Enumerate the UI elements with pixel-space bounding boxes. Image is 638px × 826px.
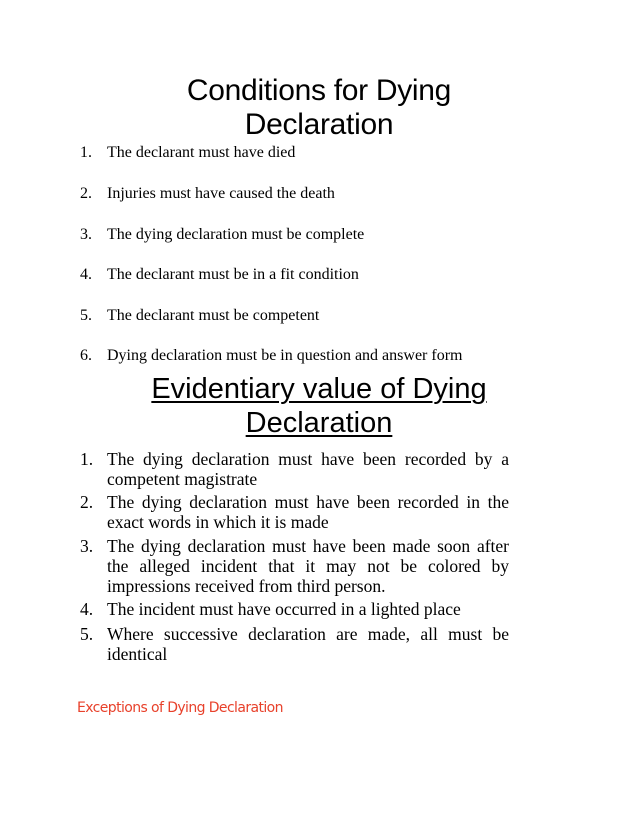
item-number: 6. <box>80 347 92 364</box>
evidentiary-list-item <box>80 492 510 532</box>
conditions-heading-line1: Conditions for Dying <box>186 74 452 107</box>
item-text: The dying declaration must be complete <box>107 226 365 243</box>
item-number: 5. <box>80 307 92 324</box>
item-text: Where successive declaration are made, all must be identical <box>107 624 509 664</box>
item-text: The incident must have occurred in a lighted place <box>107 599 461 619</box>
evidentiary-heading-line2: Declaration <box>245 407 393 439</box>
item-text: Injuries must have caused the death <box>107 185 335 202</box>
item-text: The declarant must have died <box>107 144 296 161</box>
conditions-heading-line2: Declaration <box>244 108 394 141</box>
item-text: The declarant must be in a fit condition <box>107 266 359 283</box>
evidentiary-list-item <box>80 536 510 596</box>
item-number: 1. <box>80 144 92 161</box>
item-text: The dying declaration must have been recorded in the exact words in which it is made <box>107 492 509 532</box>
item-number: 1. <box>80 449 94 469</box>
evidentiary-list-item <box>80 624 510 664</box>
item-number: 4. <box>80 599 94 619</box>
item-number: 5. <box>80 624 94 644</box>
item-number: 4. <box>80 266 92 283</box>
evidentiary-list-item <box>80 599 510 619</box>
evidentiary-heading-line1: Evidentiary value of Dying <box>151 373 487 405</box>
item-number: 3. <box>80 536 94 556</box>
item-number: 2. <box>80 185 92 202</box>
exceptions-link-text: Exceptions of Dying Declaration <box>77 700 283 716</box>
item-text: The dying declaration must have been made soon after the alleged incident that it may not be colored by impressions received from third person. <box>107 536 509 596</box>
item-text: The dying declaration must have been recorded by a competent magistrate <box>107 449 509 489</box>
item-number: 2. <box>80 492 94 512</box>
item-number: 3. <box>80 226 92 243</box>
evidentiary-list-item <box>80 449 510 489</box>
item-text: The declarant must be competent <box>107 307 320 324</box>
item-text: Dying declaration must be in question and answer form <box>107 347 463 364</box>
